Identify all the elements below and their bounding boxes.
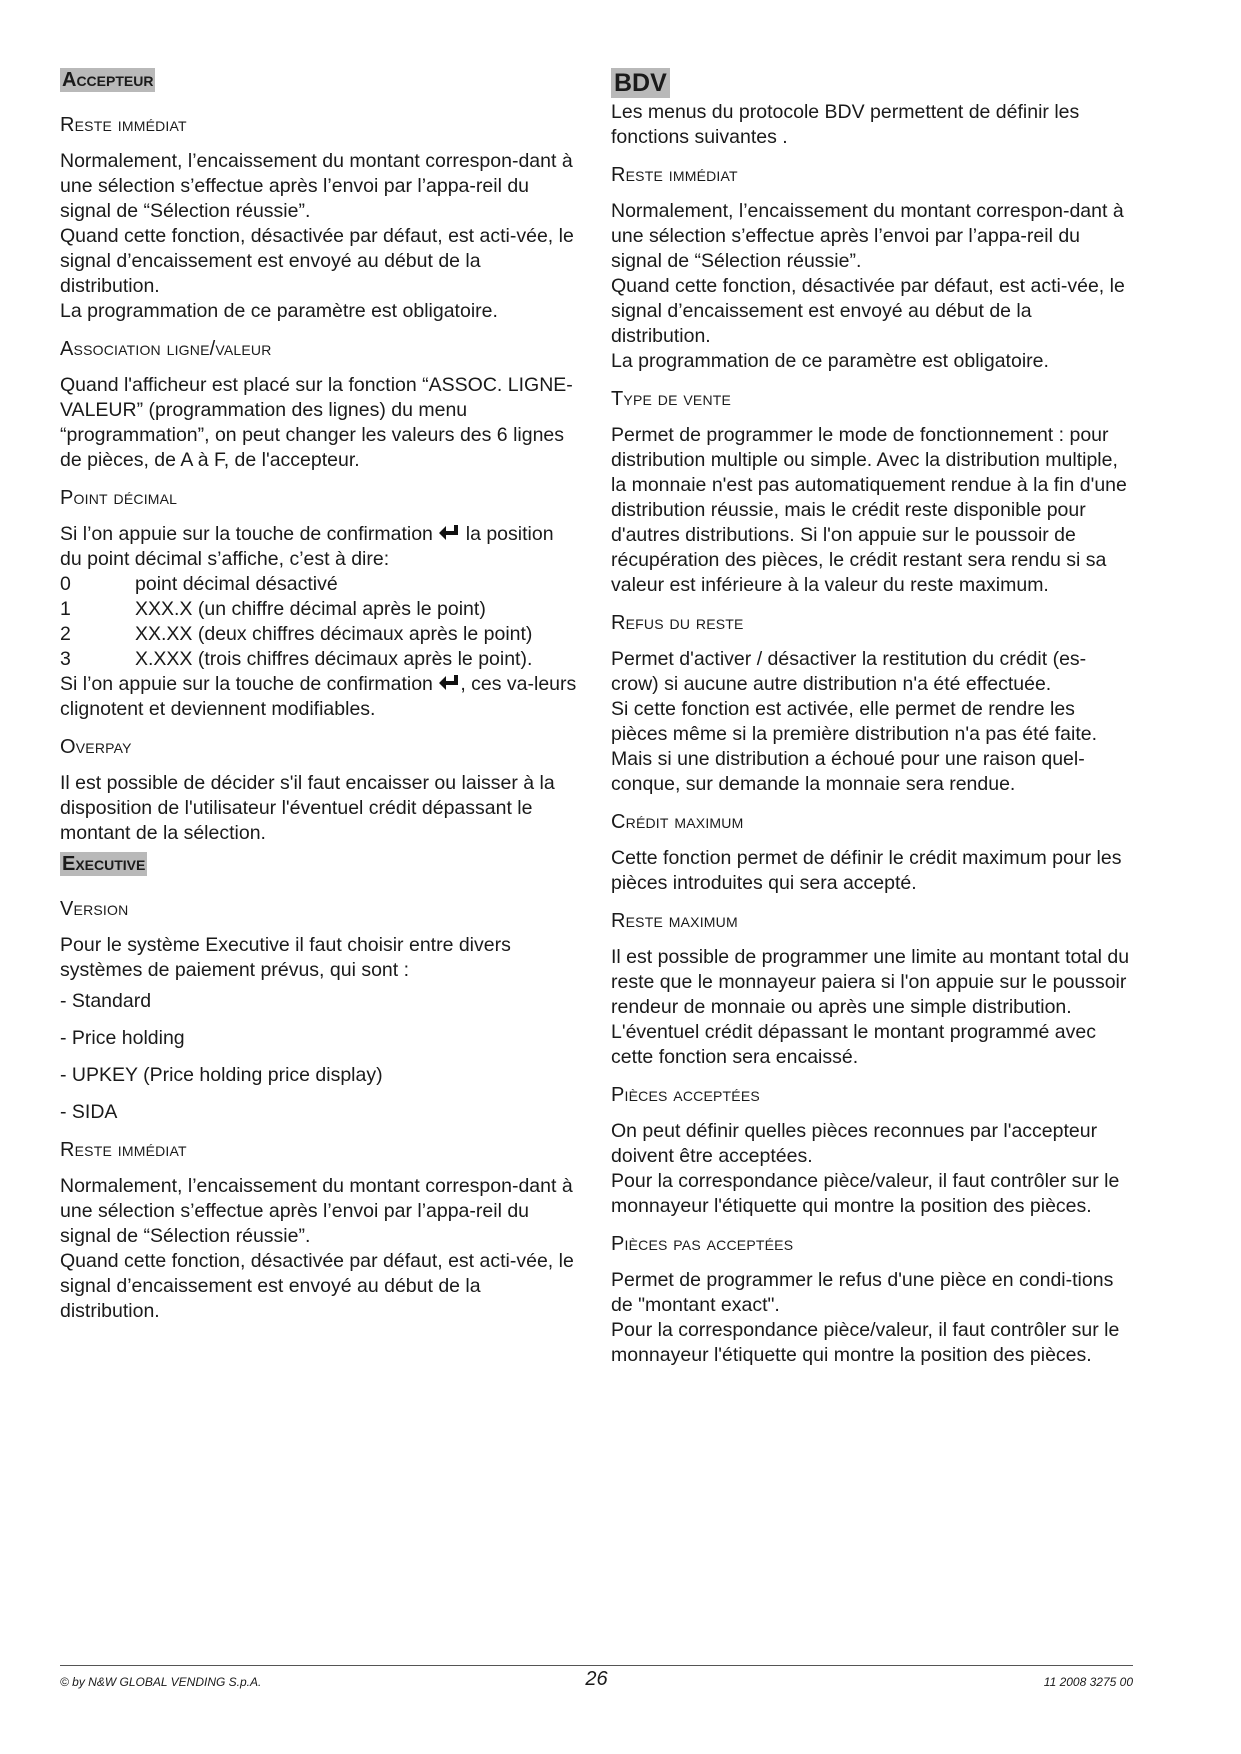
decimal-option-text: X.XXX (trois chiffres décimaux après le point). <box>135 648 533 670</box>
paragraph: Cette fonction permet de définir le crédit maximum pour les pièces introduites qui sera accepté. <box>611 847 1122 894</box>
paragraph: Si cette fonction est activée, elle permet de rendre les pièces même si la première distribution n'a pas été faite. Mais si une distribution a échoué pour une raison quel-conque, sur demande la monnaie sera rendue. <box>611 698 1098 795</box>
heading-reste-immediat-2: Reste immédiat <box>60 1139 187 1161</box>
paragraph-point <box>60 522 580 572</box>
paragraph: Il est possible de décider s'il faut encaisser ou laisser à la disposition de l'utilisateur l'éventuel crédit dépassant le montant de la sélection. <box>60 772 555 844</box>
section-tag-accepteur: Accepteur <box>62 69 154 91</box>
left-column <box>60 68 580 1324</box>
decimal-option-number: 1 <box>60 598 71 620</box>
heading-refus-du-reste: Refus du reste <box>611 612 744 634</box>
decimal-list-item <box>60 572 580 597</box>
paragraph: Quand cette fonction, désactivée par défaut, est acti-vée, le signal d’encaissement est envoyé au début de la distribution. <box>611 275 1125 347</box>
heading-credit-maximum: Crédit maximum <box>611 811 744 833</box>
list-item: - UPKEY (Price holding price display) <box>60 1064 383 1086</box>
footer-divider <box>60 1665 1133 1666</box>
text: , ces va-leurs clignotent et deviennent modifiables. <box>60 673 577 720</box>
paragraph: Normalement, l’encaissement du montant correspon-dant à une sélection s’effectue après l’envoi par l’appa-reil du signal de “Sélection réussie”. <box>611 200 1124 272</box>
heading-reste-immediat: Reste immédiat <box>611 164 738 186</box>
heading-type-de-vente: Type de vente <box>611 388 732 410</box>
decimal-option-text: point décimal désactivé <box>135 573 338 595</box>
paragraph: Normalement, l’encaissement du montant correspon-dant à une sélection s’effectue après l’envoi par l’appa-reil du signal de “Sélection réussie”. <box>60 150 573 222</box>
enter-key-icon <box>438 523 460 543</box>
payment-system-list <box>60 989 580 1125</box>
paragraph: Quand l'afficheur est placé sur la fonction “ASSOC. LIGNE-VALEUR” (programmation des lignes) du menu “programmation”, on peut changer les valeurs des 6 lignes de pièces, de A à F, de l'accepteur. <box>60 374 573 471</box>
heading-version: Version <box>60 898 129 920</box>
list-item: - SIDA <box>60 1101 118 1123</box>
paragraph: Il est possible de programmer une limite au montant total du reste que le monnayeur paiera si l'on appuie sur le poussoir rendeur de monnaie ou après une simple distribution. <box>611 946 1130 1018</box>
heading-pieces-pas-acceptees: Pièces pas acceptées <box>611 1233 794 1255</box>
paragraph: Quand cette fonction, désactivée par défaut, est acti-vée, le signal d’encaissement est envoyé au début de la distribution. <box>60 1250 574 1322</box>
decimal-list-item <box>60 622 580 647</box>
heading-pieces-acceptees: Pièces acceptées <box>611 1084 760 1106</box>
paragraph-point2 <box>60 672 580 722</box>
footer-copyright: © by N&W GLOBAL VENDING S.p.A. <box>60 1675 262 1689</box>
paragraph: Pour le système Executive il faut choisir entre divers systèmes de paiement prévus, qui sont : <box>60 934 511 981</box>
decimal-option-text: XXX.X (un chiffre décimal après le point) <box>135 598 486 620</box>
footer-docref: 11 2008 3275 00 <box>1043 1675 1133 1689</box>
page-number: 26 <box>585 1668 608 1690</box>
list-item: - Price holding <box>60 1027 185 1049</box>
paragraph: Permet de programmer le refus d'une pièce en condi-tions de "montant exact". <box>611 1269 1114 1316</box>
decimal-option-text: XX.XX (deux chiffres décimaux après le point) <box>135 623 533 645</box>
enter-key-icon <box>438 673 460 693</box>
paragraph: Les menus du protocole BDV permettent de définir les fonctions suivantes . <box>611 101 1080 148</box>
text: la position du point décimal s’affiche, c’est à dire: <box>60 523 554 570</box>
decimal-option-number: 3 <box>60 648 71 670</box>
paragraph: Pour la correspondance pièce/valeur, il faut contrôler sur le monnayeur l'étiquette qui montre la position des pièces. <box>611 1319 1120 1366</box>
heading-point-decimal: Point décimal <box>60 487 178 509</box>
heading-reste-maximum: Reste maximum <box>611 910 738 932</box>
list-item: - Standard <box>60 990 152 1012</box>
heading-association: Association ligne/valeur <box>60 338 272 360</box>
paragraph: Normalement, l’encaissement du montant correspon-dant à une sélection s’effectue après l’envoi par l’appa-reil du signal de “Sélection réussie”. <box>60 1175 573 1247</box>
heading-reste-immediat: Reste immédiat <box>60 114 187 136</box>
decimal-option-number: 2 <box>60 623 71 645</box>
section-tag-executive: Executive <box>62 853 146 875</box>
paragraph: Permet de programmer le mode de fonctionnement : pour distribution multiple ou simple. Avec la distribution multiple, la monnaie n'est pas automatiquement rendue à la fin d'une distribution réussie, mais le crédit reste disponible pour d'autres distributions. Si l'on appuie sur le poussoir de récupération des pièces, le crédit restant sera rendu si sa valeur est inférieure à la valeur du reste maximum. <box>611 424 1127 596</box>
decimal-option-number: 0 <box>60 573 71 595</box>
paragraph: La programmation de ce paramètre est obligatoire. <box>611 350 1049 372</box>
paragraph: Quand cette fonction, désactivée par défaut, est acti-vée, le signal d’encaissement est envoyé au début de la distribution. <box>60 225 574 297</box>
decimal-list-item <box>60 647 580 672</box>
paragraph: L'éventuel crédit dépassant le montant programmé avec cette fonction sera encaissé. <box>611 1021 1096 1068</box>
text: Si l’on appuie sur la touche de confirmation <box>60 523 433 545</box>
heading-overpay: Overpay <box>60 736 132 758</box>
text: Si l’on appuie sur la touche de confirmation <box>60 673 433 695</box>
decimal-list <box>60 572 580 672</box>
paragraph: Pour la correspondance pièce/valeur, il faut contrôler sur le monnayeur l'étiquette qui montre la position des pièces. <box>611 1170 1120 1217</box>
paragraph: On peut définir quelles pièces reconnues par l'accepteur doivent être acceptées. <box>611 1120 1098 1167</box>
paragraph: Permet d'activer / désactiver la restitution du crédit (es-crow) si aucune autre distribution n'a été effectuée. <box>611 648 1087 695</box>
decimal-list-item <box>60 597 580 622</box>
paragraph: La programmation de ce paramètre est obligatoire. <box>60 300 498 322</box>
section-tag-bdv: BDV <box>611 68 670 98</box>
right-column <box>611 68 1131 1368</box>
